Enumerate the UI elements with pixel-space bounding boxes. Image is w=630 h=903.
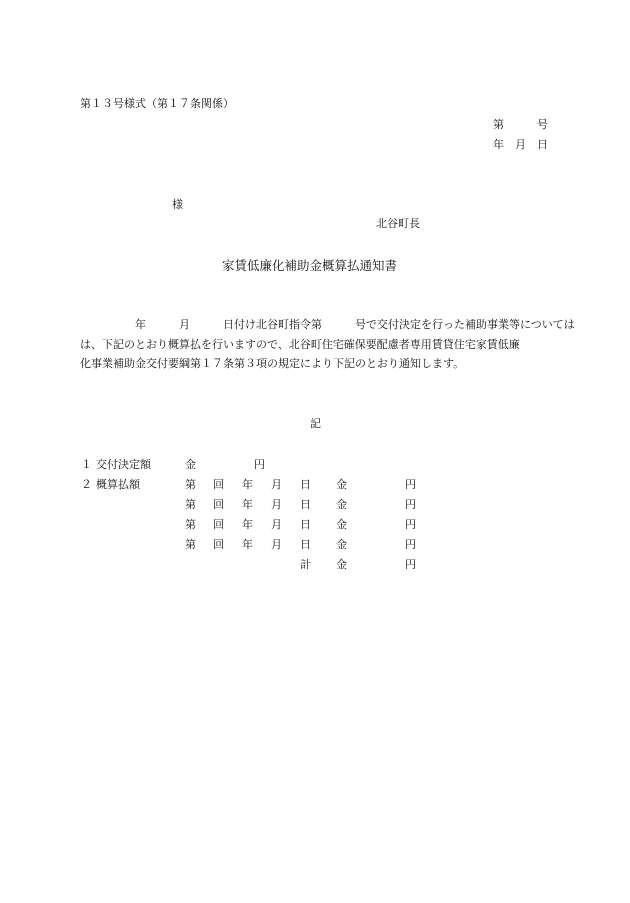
row4-yen: 円 bbox=[405, 538, 416, 551]
row3-dai: 第 bbox=[185, 518, 196, 531]
row3-nen: 年 bbox=[242, 518, 253, 531]
total-kin: 金 bbox=[336, 558, 347, 571]
row2-hi: 日 bbox=[300, 498, 311, 511]
row1-nen: 年 bbox=[242, 478, 253, 491]
sender: 北谷町長 bbox=[376, 217, 420, 230]
row3-kai: 回 bbox=[213, 518, 224, 531]
document-title: 家賃低廉化補助金概算払通知書 bbox=[222, 258, 398, 273]
item2-label: 概算払額 bbox=[96, 478, 140, 491]
row2-kin: 金 bbox=[336, 498, 347, 511]
document-number: 第 号 bbox=[493, 118, 548, 131]
row3-hi: 日 bbox=[300, 518, 311, 531]
row1-kin: 金 bbox=[336, 478, 347, 491]
document-date: 年 月 日 bbox=[493, 138, 548, 151]
row1-hi: 日 bbox=[300, 478, 311, 491]
row4-hi: 日 bbox=[300, 538, 311, 551]
item2-number: ２ bbox=[81, 478, 92, 491]
row4-tsuki: 月 bbox=[271, 538, 282, 551]
row4-kai: 回 bbox=[213, 538, 224, 551]
recipient: 様 bbox=[172, 198, 183, 211]
ki-heading: 記 bbox=[310, 417, 321, 430]
item1-yen: 円 bbox=[254, 458, 265, 471]
row2-kai: 回 bbox=[213, 498, 224, 511]
form-label: 第１３号様式（第１７条関係） bbox=[80, 97, 234, 110]
row1-tsuki: 月 bbox=[271, 478, 282, 491]
total-yen: 円 bbox=[405, 558, 416, 571]
item1-number: １ bbox=[81, 458, 92, 471]
row2-yen: 円 bbox=[405, 498, 416, 511]
body-line-2: は、下記のとおり概算払を行いますので、北谷町住宅確保要配慮者専用賃貸住宅家賃低廉 bbox=[80, 338, 520, 351]
body-line-3: 化事業補助金交付要綱第１７条第３項の規定により下記のとおり通知します。 bbox=[80, 357, 465, 370]
row2-tsuki: 月 bbox=[271, 498, 282, 511]
row1-kai: 回 bbox=[213, 478, 224, 491]
item1-kin: 金 bbox=[185, 458, 196, 471]
row2-dai: 第 bbox=[185, 498, 196, 511]
row4-nen: 年 bbox=[242, 538, 253, 551]
item1-label: 交付決定額 bbox=[96, 458, 151, 471]
row1-yen: 円 bbox=[405, 478, 416, 491]
row2-nen: 年 bbox=[242, 498, 253, 511]
body-line-1: 年 月 日付け北谷町指令第 号で交付決定を行った補助事業等については bbox=[80, 318, 575, 331]
row4-dai: 第 bbox=[185, 538, 196, 551]
row3-kin: 金 bbox=[336, 518, 347, 531]
row1-dai: 第 bbox=[185, 478, 196, 491]
row4-kin: 金 bbox=[336, 538, 347, 551]
total-kei: 計 bbox=[300, 558, 311, 571]
row3-tsuki: 月 bbox=[271, 518, 282, 531]
row3-yen: 円 bbox=[405, 518, 416, 531]
